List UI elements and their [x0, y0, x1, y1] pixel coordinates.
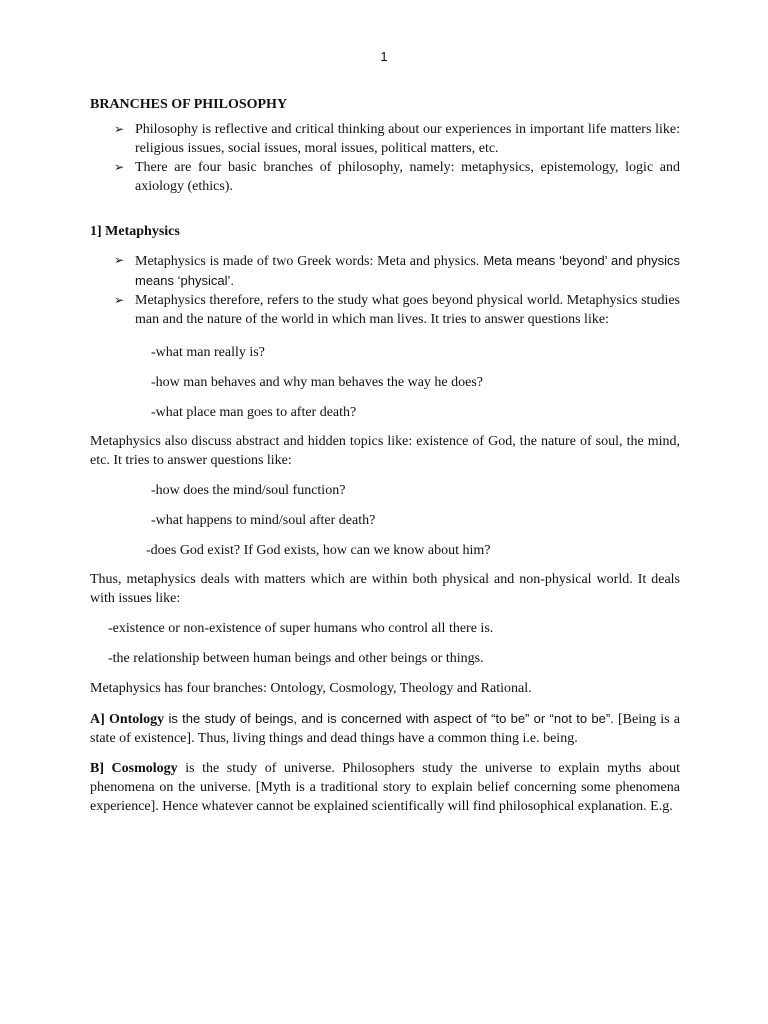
ontology-explanation: [Being is a state of existence]. Thus, living things and dead things have a common thing i.e. being. [90, 712, 681, 746]
arrow-bullet-icon: ➢ [114, 293, 125, 307]
metaphysics-bullet [90, 291, 680, 329]
question-line: -what happens to mind/soul after death? [151, 513, 376, 528]
arrow-bullet-icon: ➢ [114, 253, 125, 267]
question-line: -what place man goes to after death? [151, 405, 357, 420]
arrow-bullet-icon: ➢ [114, 160, 125, 174]
arrow-bullet-icon: ➢ [114, 122, 125, 136]
page-number: 1 [380, 49, 388, 64]
section-heading-metaphysics: 1] Metaphysics [90, 224, 180, 239]
intro-bullet [90, 158, 680, 196]
document-body [90, 95, 680, 816]
bullet-text: Metaphysics is made of two Greek words: Meta and physics [135, 254, 476, 269]
intro-bullet-list [90, 120, 680, 196]
document-title: BRANCHES OF PHILOSOPHY [90, 97, 288, 112]
cosmology-term: B] Cosmology [90, 761, 178, 776]
metaphysics-bullet [90, 251, 680, 291]
metaphysics-bullet-list [90, 251, 680, 329]
question-line: -does God exist? If God exists, how can we know about him? [146, 543, 491, 558]
question-line: -what man really is? [151, 345, 265, 360]
intro-bullet [90, 120, 680, 158]
ontology-quote: “to be” or “not to be”. [486, 711, 614, 726]
cosmology-definition: is the study of universe. Philosophers study the universe to explain myths about phenomena on the universe. [Myth is a traditional story to explain belief concerning some phenomena experience]. Hence whatever cannot be explained scientifically will find philosophical explanation. E.g. [90, 761, 680, 814]
question-line: -how does the mind/soul function? [151, 483, 346, 498]
cosmology-paragraph [90, 759, 680, 816]
issue-line: -existence or non-existence of super humans who control all there is. [108, 621, 494, 636]
ontology-definition: is the study of beings, and is concerned with aspect of [164, 711, 487, 726]
bullet-text: Metaphysics therefore, refers to the study what goes beyond physical world. Metaphysics studies man and the nature of the world in which man lives. It tries to answer questions like: [135, 293, 680, 327]
bullet-text: There are four basic branches of philosophy, namely: metaphysics, epistemology, logic and axiology (ethics). [135, 160, 680, 194]
paragraph: Thus, metaphysics deals with matters which are within both physical and non-physical world. It deals with issues like: [90, 572, 680, 606]
ontology-term: A] Ontology [90, 712, 165, 727]
bullet-text: Philosophy is reflective and critical thinking about our experiences in important life matters like: religious issues, social issues, moral issues, political matters, etc. [135, 122, 680, 156]
paragraph: Metaphysics also discuss abstract and hidden topics like: existence of God, the nature of soul, the mind, etc. It tries to answer questions like: [90, 434, 680, 468]
question-line: -how man behaves and why man behaves the way he does? [151, 375, 484, 390]
ontology-paragraph [90, 709, 680, 748]
bullet-text-continued: . Meta means ‘beyond’ and physics means ‘physical’. [135, 253, 680, 288]
issue-line: -the relationship between human beings and other beings or things. [108, 651, 484, 666]
paragraph: Metaphysics has four branches: Ontology, Cosmology, Theology and Rational. [90, 681, 532, 696]
